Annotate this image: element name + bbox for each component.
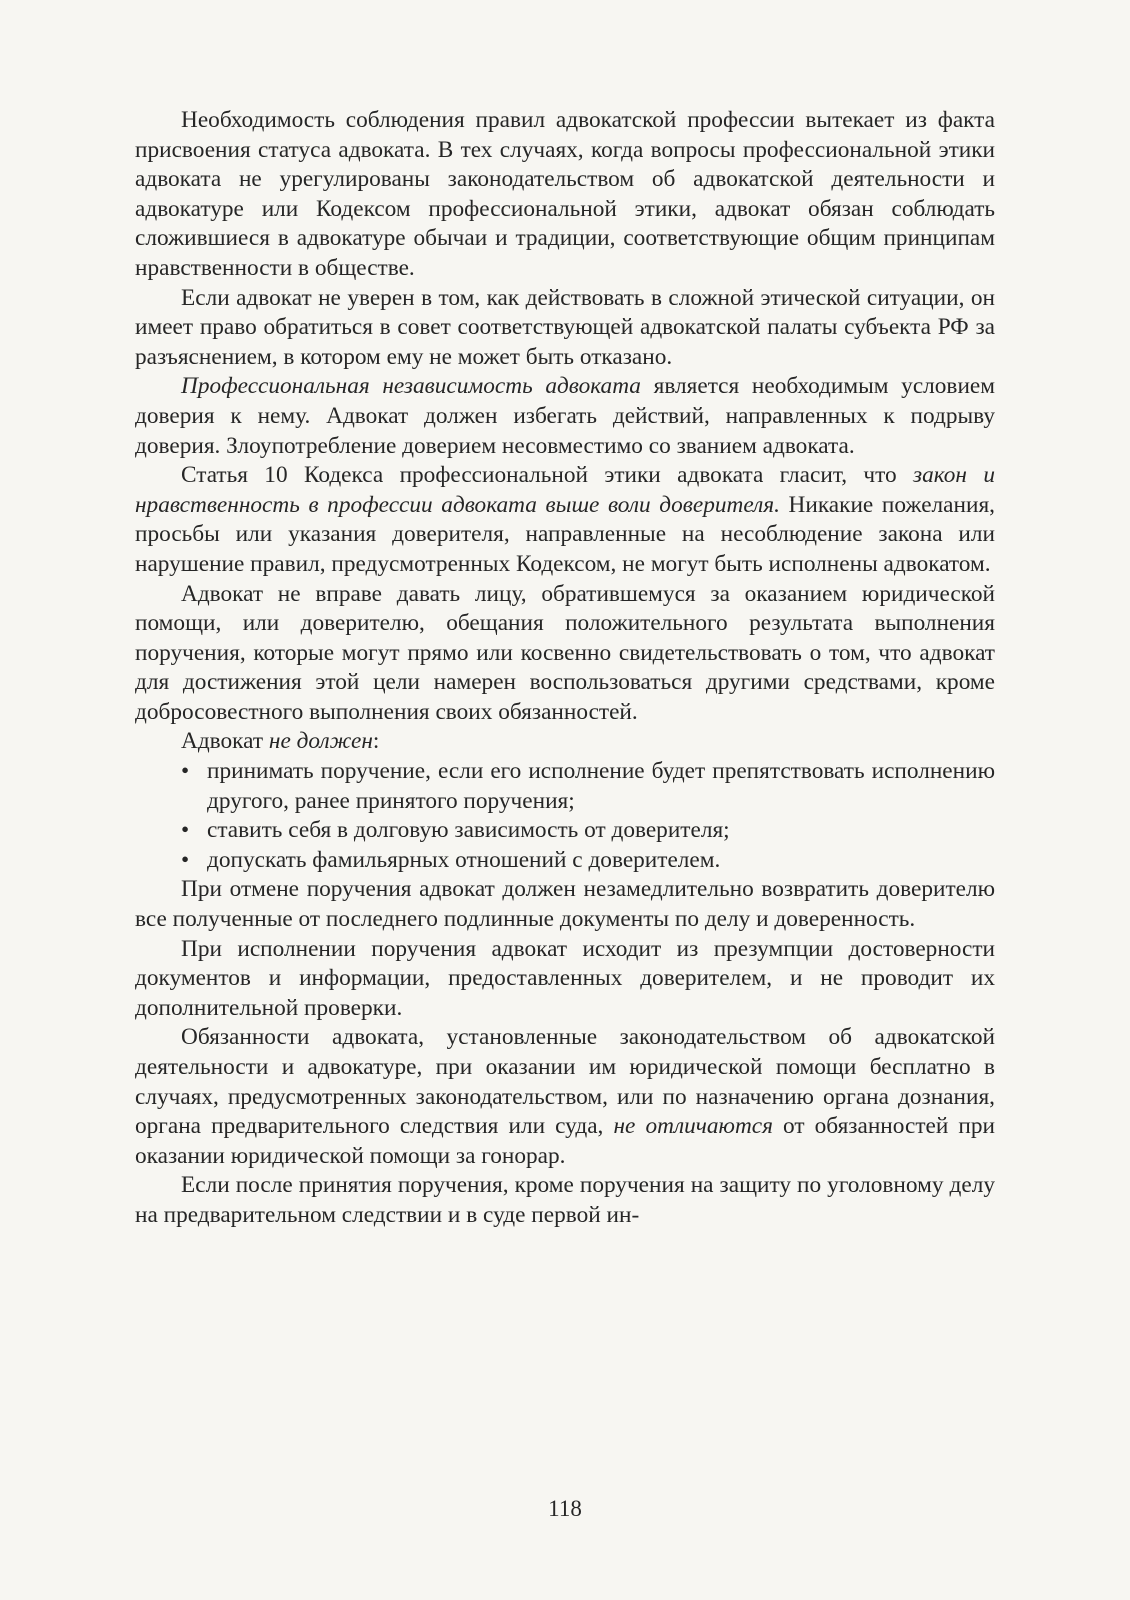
text-run: Никакие пожелания, просьбы или указания доверителя, направленные на несоблюдение закона или нарушение правил, предусмотренных Кодексом, не могут быть исполнены адвокатом. — [135, 491, 995, 577]
paragraphs-before-list — [135, 106, 995, 757]
page-number: 118 — [548, 1496, 582, 1521]
paragraph — [135, 1023, 995, 1171]
bullet-dot-icon: • — [181, 846, 190, 873]
text-run: При отмене поручения адвокат должен незамедлительно возвратить доверителю все полученные от последнего подлинные документы по делу и доверенность. — [135, 876, 995, 933]
text-run: При исполнении поручения адвокат исходит из презумпции достоверности документов и информации, предоставленных доверителем, и не проводит их дополнительной проверки. — [135, 935, 995, 1021]
bullet-dot-icon: • — [181, 817, 190, 844]
text-run: Если после принятия поручения, кроме поручения на защиту по уголовному делу на предварительном следствии и в суде первой ин- — [135, 1172, 995, 1228]
paragraph — [135, 106, 995, 284]
bullet-dot-icon: • — [181, 758, 190, 785]
text-run: от обязанностей при оказании юридической помощи за гонорар. — [135, 1113, 995, 1169]
italic-phrase: не должен — [268, 728, 373, 755]
paragraph — [135, 580, 995, 728]
text-run: Если адвокат не уверен в том, как действовать в сложной этической ситуации, он имеет право обратиться в совет соответствующей адвокатской палаты субъекта РФ за разъяснением, в котором ему не может быть отказано. — [135, 284, 995, 370]
text-run: Адвокат — [181, 728, 269, 755]
text-run: Статья 10 Кодекса профессиональной этики адвоката гласит, что — [181, 462, 914, 489]
paragraph — [135, 372, 995, 461]
bullet-item — [135, 846, 995, 876]
bullet-text: принимать поручение, если его исполнение будет препятствовать исполнению другого, ранее принятого поручения; — [207, 758, 995, 814]
italic-phrase: закон и нравственность в профессии адвоката выше воли доверителя. — [135, 462, 995, 518]
text-run: : — [372, 728, 380, 755]
paragraph — [135, 1171, 995, 1230]
italic-phrase: Профессиональная независимость адвоката — [181, 373, 641, 400]
text-run: Адвокат не вправе давать лицу, обратившемуся за оказанием юридической помощи, или доверителю, обещания положительного результата выполнения поручения, которые могут прямо или косвенно свидетельствовать о том, что адвокат для достижения этой цели намерен воспользоваться другими средствами, кроме добросовестного выполнения своих обязанностей. — [135, 580, 995, 725]
bullet-text: ставить себя в долговую зависимость от доверителя; — [207, 817, 730, 844]
page-body — [135, 106, 995, 1231]
italic-phrase: не отличаются — [613, 1113, 773, 1140]
paragraph — [135, 935, 995, 1024]
paragraph — [135, 461, 995, 579]
paragraph — [135, 284, 995, 373]
paragraph — [135, 727, 995, 757]
bullet-item — [135, 757, 995, 816]
bullet-list — [135, 757, 995, 875]
bullet-text: допускать фамильярных отношений с доверителем. — [207, 846, 721, 873]
text-run: является необходимым условием доверия к нему. Адвокат должен избегать действий, направленных к подрыву доверия. Злоупотребление доверием несовместимо со званием адвоката. — [135, 373, 995, 459]
text-run: Необходимость соблюдения правил адвокатской профессии вытекает из факта присвоения статуса адвоката. В тех случаях, когда вопросы профессиональной этики адвоката не урегулированы законодательством об адвокатской деятельности и адвокатуре или Кодексом профессиональной этики, адвокат обязан соблюдать сложившиеся в адвокатуре обычаи и традиции, соответствующие общим принципам нравственности в обществе. — [135, 107, 995, 281]
paragraphs-after-list — [135, 875, 995, 1230]
paragraph — [135, 875, 995, 934]
text-run: Обязанности адвоката, установленные законодательством об адвокатской деятельности и адвокатуре, при оказании им юридической помощи бесплатно в случаях, предусмотренных законодательством, или по назначению органа дознания, органа предварительного следствия или суда, — [135, 1024, 995, 1140]
bullet-item — [135, 816, 995, 846]
